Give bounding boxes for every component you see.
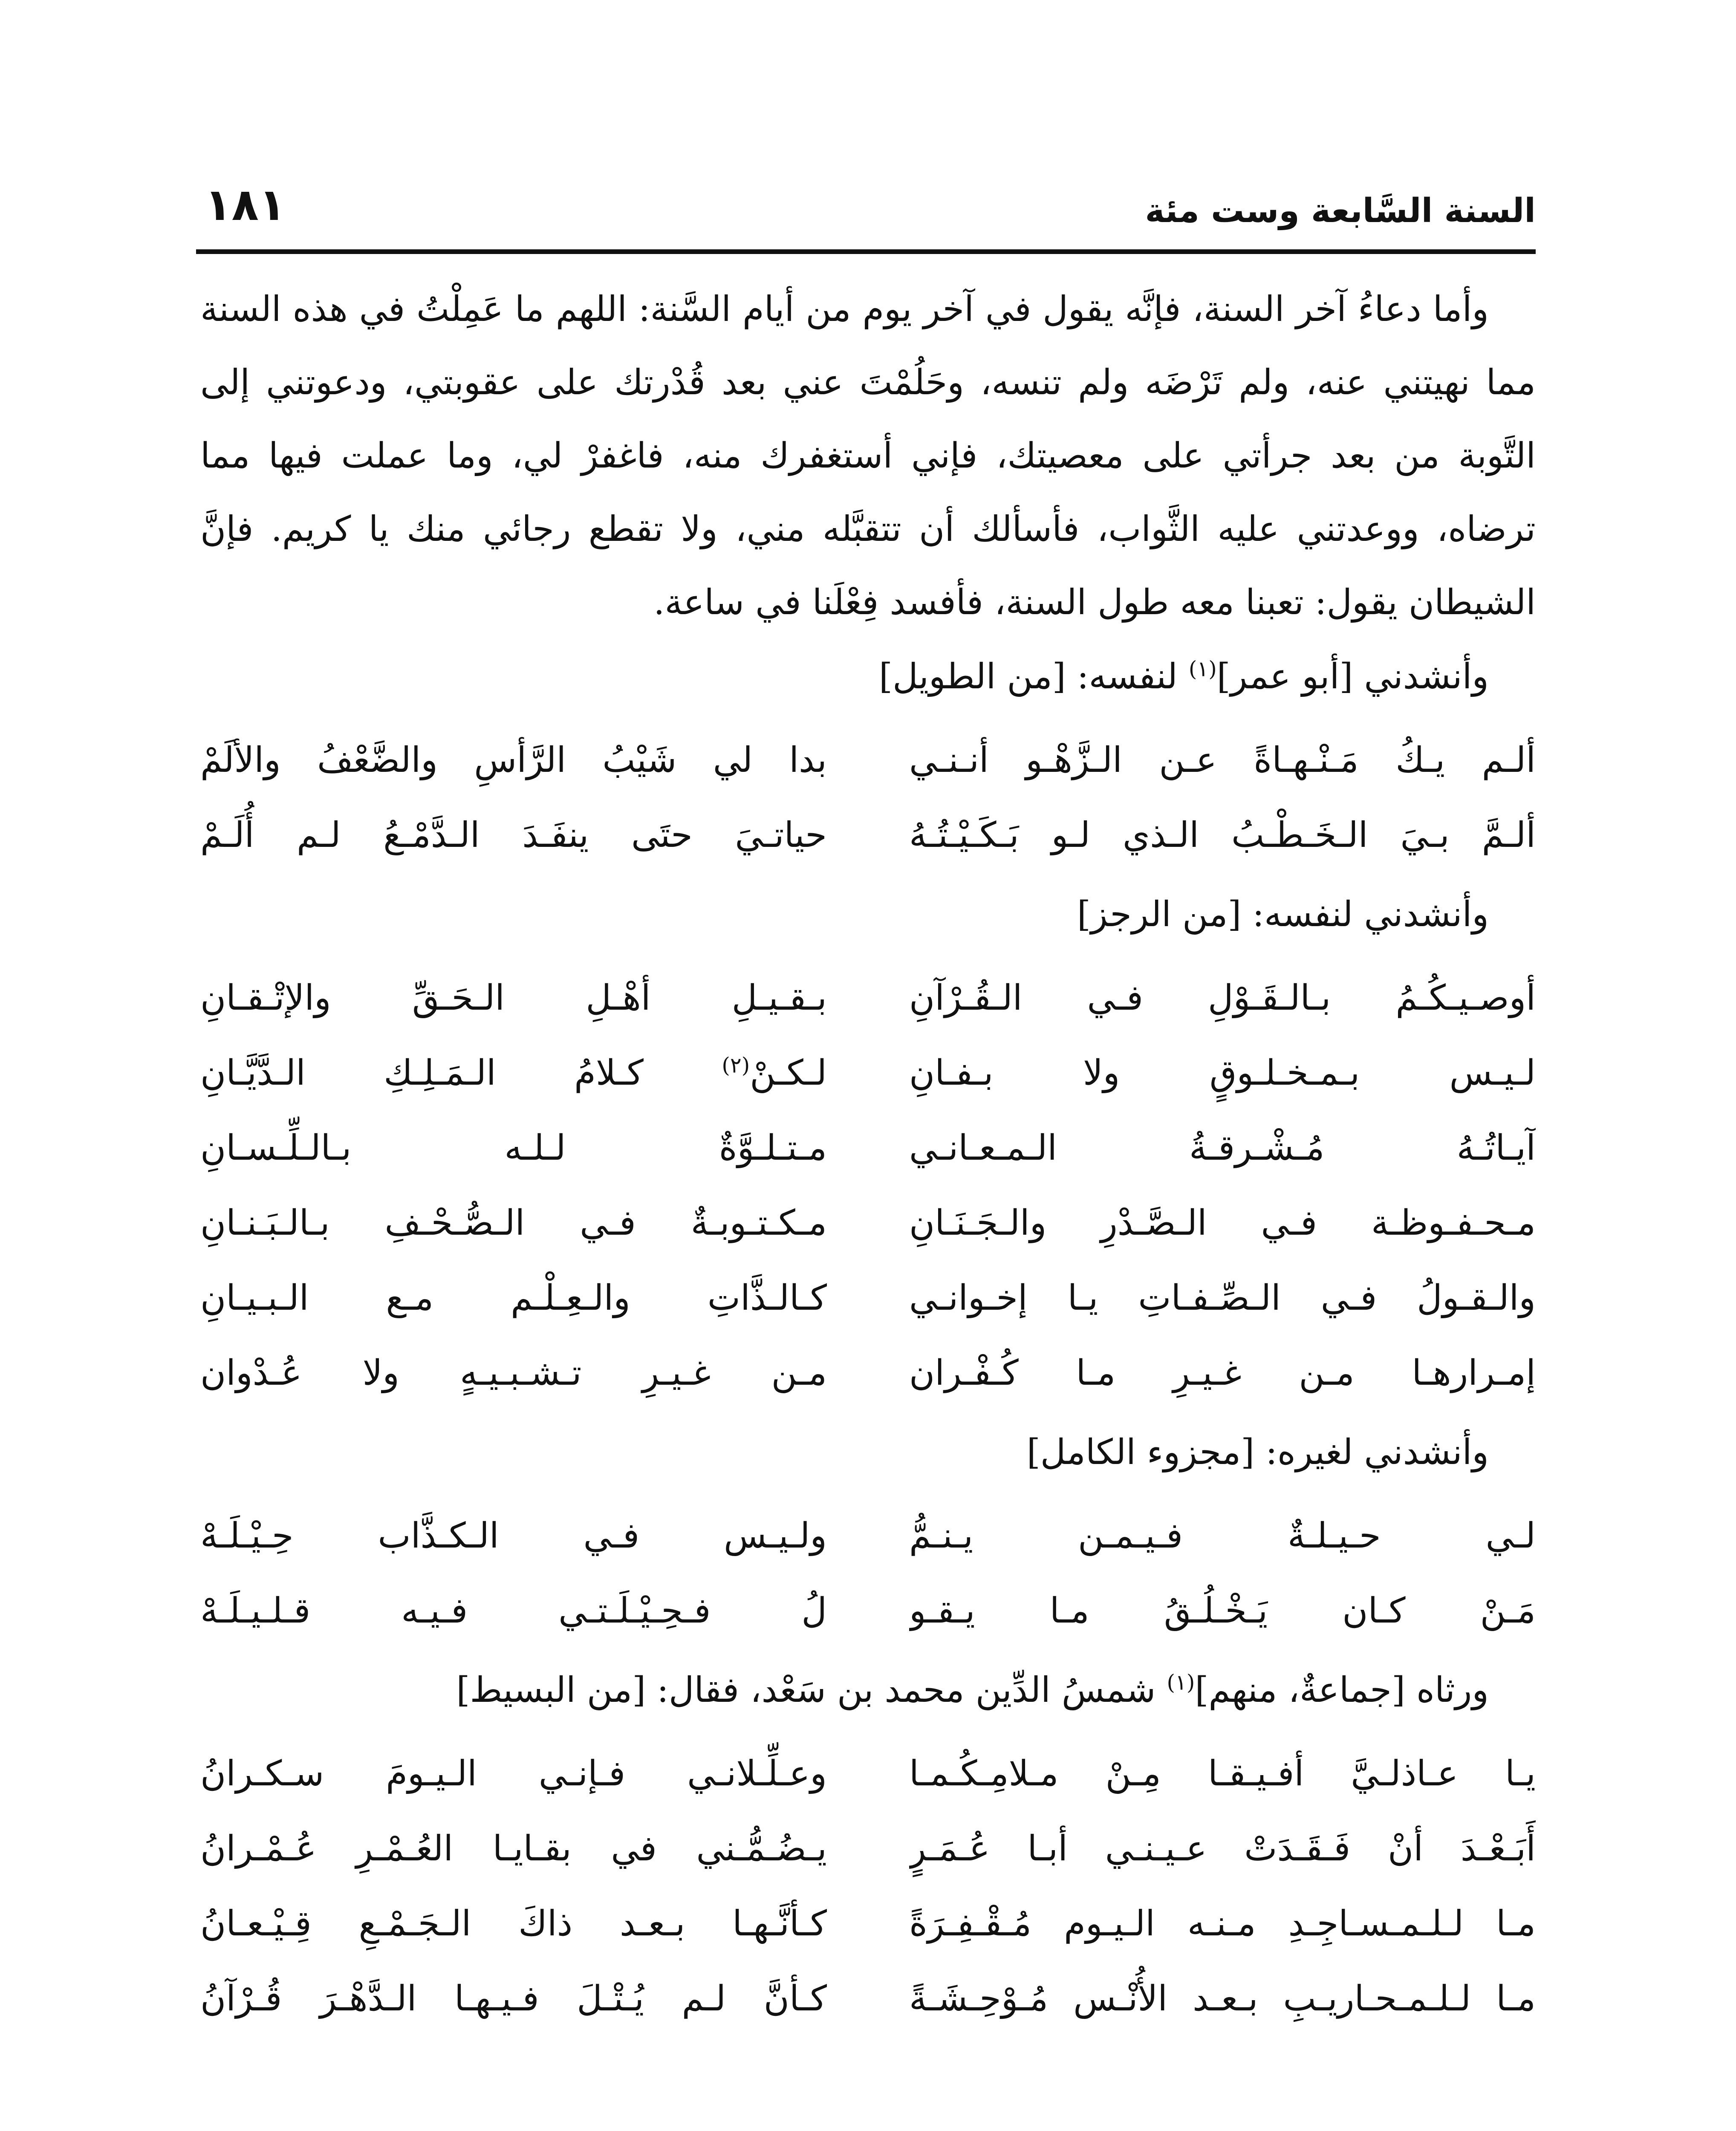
header-rule [196, 249, 1536, 254]
footnote-ref: (١) [1188, 656, 1217, 681]
intro-text: لنفسه: [من الطويل] [879, 656, 1189, 697]
second-hemistich: بـقـيـلِ أهْـلِ الـحَـقِّ والإتْـقـانِ [200, 978, 827, 1018]
verse-line [200, 1036, 1536, 1111]
first-hemistich: أَبَـعْـدَ أنْ فَـقَـدَتْ عـيـنـي أبـا عُـمَـرٍ [909, 1828, 1536, 1869]
prose-line: السنة مما نهيتني عنه، ولم تَرْضَه ولم تنسه، وحَلُمْتَ عني بعد قُدْرتك على عقوبتي، [200, 289, 1536, 403]
first-hemistich: مـا لـلـمـحـاريـبِ بـعـد الأُنْـس مُـوْحِـشَـةً [909, 1978, 1536, 2019]
first-hemistich: والـقـولُ فـي الـصِّـفـاتِ يـا إخـوانـي [909, 1278, 1536, 1318]
prose-line: رجائي منك يا كريم. فإنَّ الشيطان يقول: تعبنا معه طول السنة، فأفسد فِعْلَنا في ساعة. [200, 509, 1536, 623]
intro-text: ورثاه [جماعةٌ، منهم] [1195, 1670, 1489, 1710]
second-hemistich: مـتـلـوَّةٌ لـلـه بـالـلِّـسـانِ [200, 1128, 827, 1168]
footnote-ref: (٢) [722, 1053, 750, 1078]
poem-intro: وأنشدني لنفسه: [من الرجز] [1077, 894, 1489, 935]
verse-line [200, 1736, 1536, 1811]
poem-rajaz [200, 961, 1536, 1411]
poem-tawil [200, 723, 1536, 873]
first-hemistich: لـي حـيـلـةٌ فـيـمـن يـنـمُّ [909, 1516, 1536, 1556]
first-hemistich: إمـرارهـا مـن غـيـرِ مـا كُـفْـران [909, 1353, 1536, 1393]
intro-text: وأنشدني [أبو عمر] [1216, 656, 1489, 697]
poem-kamil [200, 1499, 1536, 1649]
first-hemistich: يـا عـاذلـيَّ أفـيـقـا مِـنْ مـلامِـكُـمـا [909, 1753, 1536, 1794]
hemistich-text: كـلامُ الـمَـلِـكِ الـدَّيَّـانِ [200, 1053, 722, 1093]
second-hemistich: كـأنَّـهـا بـعـد ذاكَ الـجَـمْـعِ قِـيْـعـانُ [200, 1903, 827, 1944]
verse-line [200, 1574, 1536, 1649]
prose-line: ودعوتني إلى التَّوبة من بعد جرأتي على معصيتك، فإني أستغفرك منه، فاغفرْ لي، وما [200, 362, 1536, 476]
main-text [200, 273, 1536, 2041]
verse-line [200, 961, 1536, 1036]
second-hemistich: مـكـتـوبـةٌ فـي الـصُّـحْـفِ بـالـبَـنـانِ [200, 1203, 827, 1243]
second-hemistich: وعـلِّـلانـي فـإنـي الـيـومَ سـكـرانُ [200, 1753, 827, 1794]
second-hemistich: كـأنَّ لـم يُـتْـلَ فـيـهـا الـدَّهْـرَ قُـرْآنُ [200, 1978, 827, 2019]
first-hemistich: أوصـيـكُـمُ بـالـقَـوْلِ فـي الـقُـرْآنِ [909, 978, 1536, 1018]
second-hemistich [200, 1036, 827, 1111]
second-hemistich: كـالـذَّاتِ والـعِـلْـم مـع الـبـيـانِ [200, 1278, 827, 1318]
poem-intro [200, 1653, 1536, 1728]
poem-intro [200, 639, 1536, 714]
verse-line [200, 1111, 1536, 1186]
first-hemistich: مـحـفـوظـة فـي الـصَّـدْرِ والـجَـنَـانِ [909, 1203, 1536, 1243]
running-title: السنة السَّابعة وست مئة [1145, 192, 1536, 230]
second-hemistich: ولـيـس فـي الـكـذَّاب حِـيْـلَـهْ [200, 1516, 827, 1556]
second-hemistich: لُ فـحِـيْـلَـتـي فـيـه قـلـيـلَـهْ [200, 1591, 827, 1631]
verse-line [200, 1186, 1536, 1261]
running-header [196, 162, 1536, 243]
verse-line [200, 1261, 1536, 1336]
verse-line [200, 1961, 1536, 2036]
verse-line [200, 1811, 1536, 1886]
verse-line [200, 723, 1536, 798]
second-hemistich: بدا لي شَيْبُ الرَّأسِ والضَّعْفُ والألَمْ [200, 740, 827, 780]
verse-line [200, 1886, 1536, 1961]
verse-line [200, 798, 1536, 873]
prose-line: عملت فيها مما ترضاه، ووعدتني عليه الثَّواب، فأسألك أن تتقبَّله مني، ولا تقطع [200, 436, 1536, 549]
first-hemistich: مَـنْ كـان يَـخْـلُـقُ مـا يـقـو [909, 1591, 1536, 1631]
first-hemistich: ألـمَّ بـيَ الـخَـطْـبُ الـذي لـو بَـكَـيْـتُـهُ [909, 815, 1536, 855]
first-hemistich: لـيـس بـمـخـلـوقٍ ولا بـفـانِ [909, 1053, 1536, 1093]
first-hemistich: مـا لـلـمـسـاجِـدِ مـنـه الـيـوم مُـقْـفِـرَةً [909, 1903, 1536, 1944]
intro-text: شمسُ الدِّين محمد بن سَعْد، فقال: [من البسيط] [456, 1670, 1167, 1710]
hemistich-text: لـكـنْ [750, 1053, 827, 1093]
first-hemistich: ألـم يـكُ مَـنْـهـاةً عـن الـزَّهْـو أنـنـي [909, 740, 1536, 780]
poem-basit [200, 1736, 1536, 2036]
footnote-ref: (١) [1167, 1670, 1195, 1695]
second-hemistich: مـن غـيـرِ تـشـبـيـهٍ ولا عُـدْوان [200, 1353, 827, 1393]
verse-line [200, 1499, 1536, 1574]
page-number: ١٨١ [205, 179, 286, 231]
prose-line: وأما دعاءُ آخر السنة، فإنَّه يقول في آخر يوم من أيام السَّنة: اللهم ما عَمِلْتُ في هذه [292, 289, 1489, 329]
prose-paragraph [200, 273, 1536, 639]
verse-line [200, 1336, 1536, 1411]
first-hemistich: آيـاتُـهُ مُـشْـرقـةُ الـمـعـانـي [909, 1128, 1536, 1168]
poem-intro: وأنشدني لغيره: [مجزوء الكامل] [1026, 1432, 1489, 1473]
second-hemistich: يـضُـمُّـني في بقـايـا العُـمْـرِ عُـمْـرانُ [200, 1828, 827, 1869]
second-hemistich: حياتـيَ حتَى ينفَـدَ الـدَّمْـعُ لـم أُلَـمْ [200, 815, 827, 855]
